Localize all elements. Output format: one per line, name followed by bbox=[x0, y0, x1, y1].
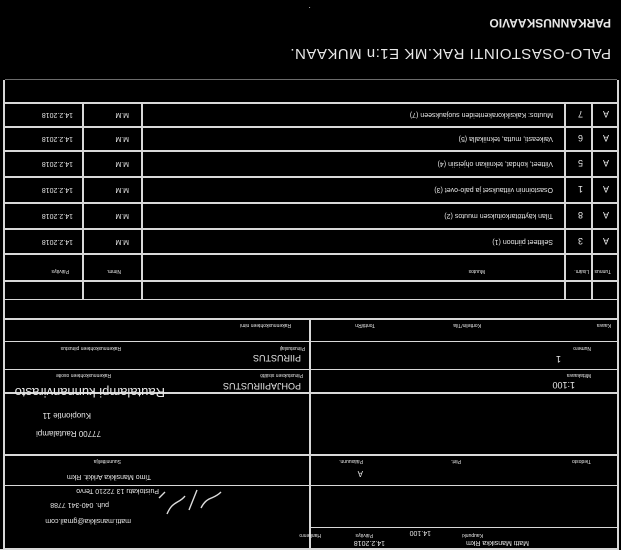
rev-mark: A bbox=[602, 109, 609, 119]
rev-col bbox=[591, 102, 593, 300]
value-type: PIIRUSTUS bbox=[252, 353, 301, 363]
rev-date: 14.2.2018 bbox=[41, 238, 73, 245]
rev-line bbox=[3, 299, 619, 300]
rev-mark: A bbox=[602, 158, 609, 168]
label-address: Rakennuskohteen osoite bbox=[55, 372, 111, 378]
rev-number: 7 bbox=[577, 109, 583, 119]
drawing-heading: PARKANNUSKAAVIO bbox=[489, 16, 611, 30]
company-email: matti.mansikka@gmail.com bbox=[45, 517, 131, 524]
label-date: Päiväys bbox=[355, 532, 373, 538]
label-suunnittelija: Suunnittelija bbox=[93, 458, 121, 464]
rev-line bbox=[3, 102, 619, 104]
rev-text: Tilan käyttötarkoituksen muutos (2) bbox=[444, 212, 553, 219]
rev-header-by: Nimm. bbox=[106, 268, 121, 274]
label-paasuunn: Pääsuunn. bbox=[339, 458, 363, 464]
company-phone: puh. 040-341 7788 bbox=[50, 501, 109, 508]
rev-text: Vaikeasti, mutta, tekniikalla (5) bbox=[458, 135, 553, 142]
address-line1: Rautalampi kunnanvirasto bbox=[14, 385, 165, 400]
rev-col bbox=[141, 102, 143, 300]
rev-number: 8 bbox=[577, 210, 583, 220]
rev-number: 1 bbox=[577, 184, 583, 194]
label-number: Numero bbox=[573, 345, 591, 351]
label-kortteli: Korttelin/Tila bbox=[453, 322, 481, 328]
rev-header-no: Lisäm. bbox=[574, 268, 589, 274]
rev-by: M.M bbox=[115, 186, 129, 193]
rev-col bbox=[82, 102, 84, 300]
value-scale: 1:100 bbox=[552, 380, 575, 390]
table-bottom-line bbox=[5, 79, 617, 80]
label-tontti: Tontti/Rn bbox=[355, 322, 375, 328]
rev-by: M.M bbox=[115, 135, 129, 142]
rev-number: 3 bbox=[577, 236, 583, 246]
value-content: POHJAPIIRUSTUS bbox=[222, 381, 301, 391]
rev-text: Osastoinnin viittaukset ja palo-ovet (3) bbox=[434, 186, 553, 193]
rev-date: 14.2.2018 bbox=[41, 186, 73, 193]
rev-date: 14.2.2018 bbox=[41, 111, 73, 118]
rev-line bbox=[3, 150, 619, 152]
rev-text: Viitteet, kohdat, tekniikan ohjeisiin (4) bbox=[437, 160, 553, 167]
rev-number: 5 bbox=[577, 158, 583, 168]
rev-by: M.M bbox=[115, 238, 129, 245]
rev-line bbox=[3, 228, 619, 230]
rev-line bbox=[3, 280, 619, 282]
tb-line bbox=[3, 318, 619, 320]
rev-by: M.M bbox=[115, 111, 129, 118]
value-city: Matti Mansikka Rkm bbox=[465, 539, 529, 546]
rev-mark: A bbox=[602, 210, 609, 220]
rev-date: 14.2.2018 bbox=[41, 160, 73, 167]
drawing-title: PALO-OSASTOINTI RAK.MK E1:n MUKAAN. bbox=[289, 45, 611, 62]
value-date: 14.2.2018 bbox=[353, 539, 385, 546]
tb-line bbox=[311, 527, 619, 528]
tb-line bbox=[3, 454, 619, 456]
rev-line bbox=[3, 176, 619, 178]
pencil-mark: · bbox=[308, 3, 311, 12]
rev-text: Muutos: Kaksikkorakenteiden suojaukseen (7) bbox=[409, 111, 553, 118]
rev-line bbox=[3, 202, 619, 204]
label-design: Rakennuskohteen piirustus bbox=[60, 345, 121, 351]
tb-col bbox=[309, 318, 311, 550]
value-ref: 14.100 bbox=[409, 529, 431, 536]
rev-date: 14.2.2018 bbox=[41, 135, 73, 142]
rev-number: 6 bbox=[577, 133, 583, 143]
rev-header-mark: Tunnus bbox=[594, 268, 611, 274]
rev-header-date: Päiväys bbox=[51, 268, 69, 274]
address-line3: 77700 Rautalampi bbox=[36, 429, 101, 438]
rev-line bbox=[3, 126, 619, 128]
mark-a: A bbox=[357, 469, 363, 478]
label-ref: Hankenro bbox=[299, 532, 321, 538]
rev-by: M.M bbox=[115, 212, 129, 219]
rev-col bbox=[564, 102, 566, 300]
tb-line bbox=[311, 485, 619, 486]
rev-mark: A bbox=[602, 184, 609, 194]
label-kohde: Rakennuskohteen nimi bbox=[240, 322, 291, 328]
label-kaava: Kaava bbox=[596, 322, 611, 328]
rev-mark: A bbox=[602, 133, 609, 143]
label-tiedosto: Tiedosto bbox=[572, 458, 591, 464]
rev-line bbox=[3, 253, 619, 255]
rev-text: Selitteet piirtoon (1) bbox=[492, 238, 553, 245]
rev-date: 14.2.2018 bbox=[41, 212, 73, 219]
company-name: Timo Mansikka Arkkit. Rkm bbox=[66, 473, 151, 480]
label-scale: Mittakaava bbox=[566, 372, 591, 378]
address-line2: Kuopiontie 11 bbox=[42, 411, 91, 420]
value-number: 1 bbox=[555, 354, 561, 364]
label-city: Kaupunki bbox=[462, 532, 483, 538]
label-content: Piirustuksen sisältö bbox=[260, 372, 303, 378]
tb-line bbox=[3, 369, 619, 370]
signature-mark bbox=[155, 484, 225, 522]
rev-mark: A bbox=[602, 236, 609, 246]
tb-line bbox=[3, 341, 619, 342]
label-type: Piirustuslaji bbox=[279, 345, 305, 351]
label-piirt: Piirt. bbox=[451, 458, 461, 464]
company-street: Puistokatu 13 72210 Tervo bbox=[76, 487, 159, 494]
rev-by: M.M bbox=[115, 160, 129, 167]
rev-header-text: Muutos bbox=[468, 268, 485, 274]
